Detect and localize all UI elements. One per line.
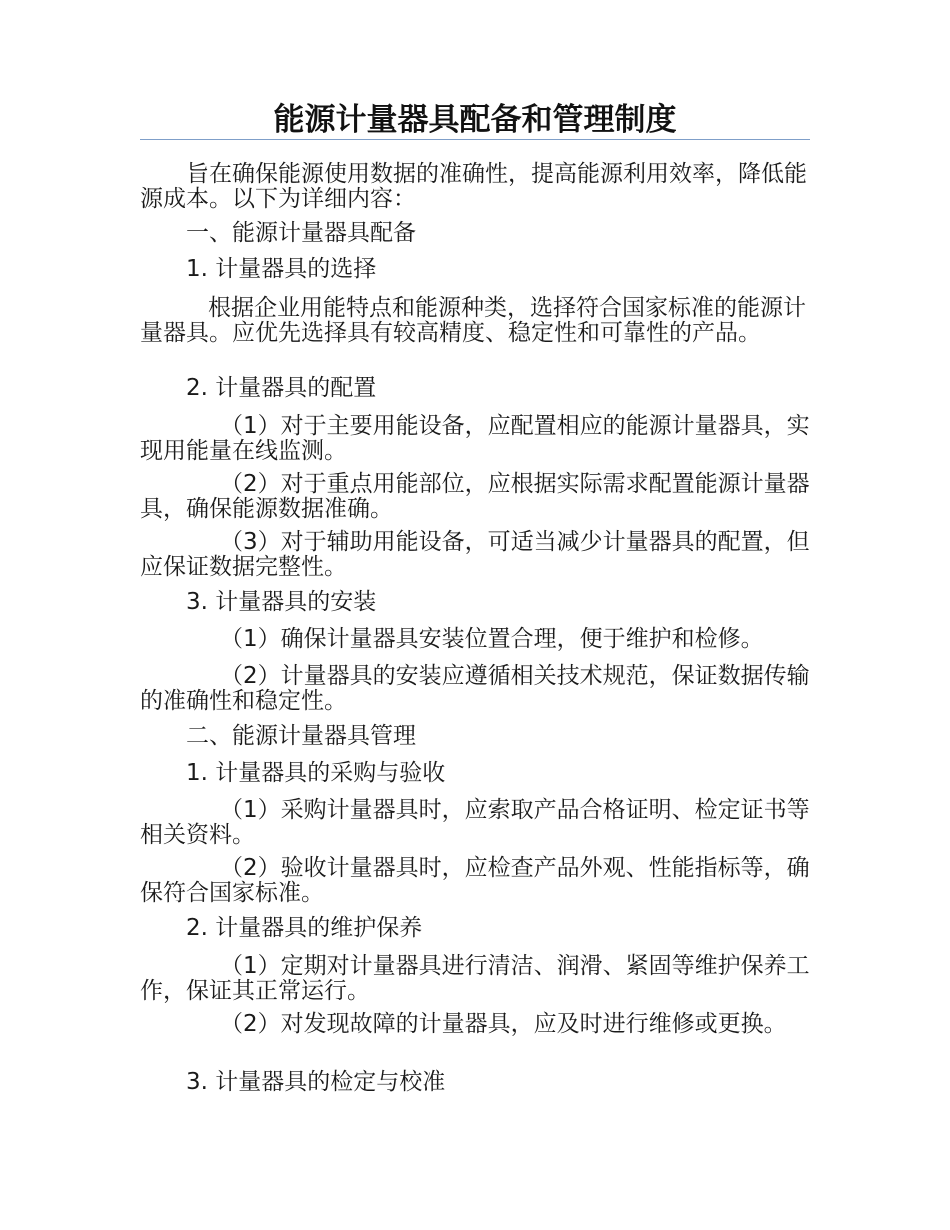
paragraph-1-3-1: （1）确保计量器具安装位置合理，便于维护和检修。 (220, 626, 764, 652)
document-title: 能源计量器具配备和管理制度 (273, 102, 677, 138)
paragraph-1-2-1: （1）对于主要用能设备，应配置相应的能源计量器具，实现用能量在线监测。 (140, 413, 810, 464)
subsection-heading-2-2: 2. 计量器具的维护保养 (186, 915, 423, 941)
paragraph-1-3-2: （2）计量器具的安装应遵循相关技术规范，保证数据传输的准确性和稳定性。 (140, 663, 810, 714)
paragraph-2-2-1: （1）定期对计量器具进行清洁、润滑、紧固等维护保养工作，保证其正常运行。 (140, 953, 810, 1004)
title-underline (140, 139, 810, 140)
subsection-heading-2-1: 1. 计量器具的采购与验收 (186, 760, 446, 786)
paragraph-1-1: 根据企业用能特点和能源种类，选择符合国家标准的能源计量器具。应优先选择具有较高精度、稳定性和可靠性的产品。 (140, 295, 806, 346)
subsection-heading-1-3: 3. 计量器具的安装 (186, 589, 377, 615)
paragraph-2-2-2: （2）对发现故障的计量器具，应及时进行维修或更换。 (220, 1011, 787, 1037)
subsection-heading-1-2: 2. 计量器具的配置 (186, 375, 377, 401)
subsection-heading-2-3: 3. 计量器具的检定与校准 (186, 1069, 446, 1095)
paragraph-2-1-1: （1）采购计量器具时，应索取产品合格证明、检定证书等相关资料。 (140, 797, 810, 848)
section-heading-1: 一、能源计量器具配备 (186, 220, 416, 246)
paragraph-1-2-3: （3）对于辅助用能设备，可适当减少计量器具的配置，但应保证数据完整性。 (140, 529, 810, 580)
subsection-heading-1-1: 1. 计量器具的选择 (186, 256, 377, 282)
intro-paragraph: 旨在确保能源使用数据的准确性，提高能源利用效率，降低能源成本。以下为详细内容： (140, 161, 807, 212)
paragraph-2-1-2: （2）验收计量器具时，应检查产品外观、性能指标等，确保符合国家标准。 (140, 855, 810, 906)
section-heading-2: 二、能源计量器具管理 (186, 723, 416, 749)
paragraph-1-2-2: （2）对于重点用能部位，应根据实际需求配置能源计量器具，确保能源数据准确。 (140, 471, 810, 522)
